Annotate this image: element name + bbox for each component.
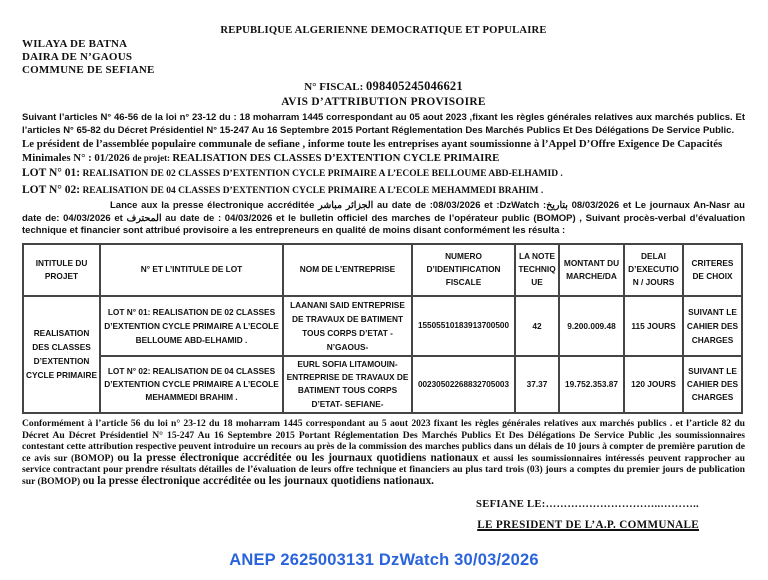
header-company: NOM DE L’ENTREPRISE <box>283 244 412 296</box>
delay-cell: 115 JOURS <box>624 296 683 356</box>
lot1-text: REALISATION DE 02 CLASSES D’EXTENTION CYCLE PRIMAIRE A L’ECOLE BELLOUME ABD-ELHAMID . <box>80 169 563 179</box>
publication-seg2: au date de :08/03/2026 et :DzWatch : <box>373 200 547 211</box>
attribution-table <box>22 243 743 414</box>
note-cell: 37.37 <box>515 356 559 413</box>
arabic-press-name-1: الجزائر مباشر <box>318 200 374 211</box>
closing-paragraph <box>22 418 745 488</box>
project-name: REALISATION DES CLASSES D’EXTENTION CYCLE PRIMAIRE <box>172 151 500 164</box>
legal-paragraph: Suivant l’articles N° 46-56 de la loi n° 23-12 du : 18 moharram 1445 correspondant au 05 aout 2023 ,fixant les règles générales relatives aux marchés publics. Et l’articles N° 65-82 du Décret Présidentiel N° 15-247 Au 16 Septembre 2015 Portant Réglementation Des Marchés Publics Et Des Délégations De Service Public. <box>22 112 745 136</box>
commune-line: COMMUNE DE SEFIANE <box>22 64 155 76</box>
table-header-row <box>23 244 742 296</box>
header-lot: N° ET L’INTITULE DE LOT <box>100 244 283 296</box>
criteria-cell: SUIVANT LE CAHIER DES CHARGES <box>683 296 742 356</box>
president-text: Le président de l’assemblée populaire communale de sefiane , informe toute les entreprises ayant soumissionne à l’Appel D’Offre Exigence De Capacités Minimales N° : 01/2026 <box>22 138 723 164</box>
footer-anep-line: ANEP 2625003131 DzWatch 30/03/2026 <box>229 551 539 569</box>
arabic-press-name-2: بتاريخ <box>546 200 568 211</box>
nif-cell: 00230502268832705003 <box>412 356 515 413</box>
publication-seg3: 08/03/2026 et Le journaux An-Nasr au date de: 04/03/2026 et <box>22 200 745 224</box>
header-criteria: CRITERES DE CHOIX <box>683 244 742 296</box>
table-row <box>23 356 742 413</box>
criteria-cell: SUIVANT LE CAHIER DES CHARGES <box>683 356 742 413</box>
publication-paragraph <box>22 200 745 238</box>
org-block <box>22 38 745 77</box>
table-row <box>23 296 742 356</box>
fiscal-number: 098405245046621 <box>366 79 463 93</box>
project-label: de projet: <box>132 152 173 163</box>
header-nif: NUMERO D’IDENTIFICATION FISCALE <box>412 244 515 296</box>
project-cell: REALISATION DES CLASSES D’EXTENTION CYCLE PRIMAIRE <box>23 296 100 413</box>
fiscal-label: N° FISCAL: <box>304 81 364 93</box>
lot1-label: LOT N° 01: <box>22 167 81 179</box>
amount-cell: 9.200.009.48 <box>559 296 624 356</box>
lot-cell: LOT N° 01: REALISATION DE 02 CLASSES D’EXTENTION CYCLE PRIMAIRE A L’ECOLE BELLOUME ABD-ELHAMID . <box>100 296 283 356</box>
fiscal-line <box>22 79 745 95</box>
lot2-label: LOT N° 02: <box>22 183 81 196</box>
notice-title: AVIS D’ATTRIBUTION PROVISOIRE <box>281 96 486 108</box>
amount-cell: 19.752.353.87 <box>559 356 624 413</box>
signature-president-line: LE PRESIDENT DE L’A.P. COMMUNALE <box>477 518 699 531</box>
wilaya-line: WILAYA DE BATNA <box>22 38 128 50</box>
lot1-line <box>22 165 745 182</box>
nif-cell: 15505510183913700500 <box>412 296 515 356</box>
company-cell: EURL SOFIA LITAMOUIN- ENTREPRISE DE TRAVAUX DE BATIMENT TOUS CORPS D’ETAT- SEFIANE- <box>283 356 412 413</box>
publication-seg4: au date de : 04/03/2026 et le bulletin officiel des marches de l’opérateur public (BOMOP) , Suivant procès-verbal d’évaluation technique et financier sont attribué provisoire a les entrepreneurs en qualité de moins disant conformément les résulta : <box>22 212 745 236</box>
closing-seg3: et aussi les soumissionnaires intéressés peuvent rapprocher au service contractant pour prendre résultats détailles de l’évaluation de leurs offre technique et financiers au plus tard trois (03) jours a comptes du premier jours de publication sur (BOMOP) <box>22 452 745 487</box>
closing-press-emphasis-2: ou la presse électronique accréditée ou les journaux quotidiens nationaux. <box>82 474 434 487</box>
company-cell: LAANANI SAID ENTREPRISE DE TRAVAUX DE BATIMENT TOUS CORPS D’ETAT -N’GAOUS- <box>283 296 412 356</box>
president-paragraph <box>22 138 745 165</box>
publication-seg1: Lance aux la presse électronique accréditée <box>110 200 319 211</box>
header-amount: MONTANT DU MARCHE/DA <box>559 244 624 296</box>
header-project: INTITULE DU PROJET <box>23 244 100 296</box>
lot-cell: LOT N° 02: REALISATION DE 04 CLASSES D’EXTENTION CYCLE PRIMAIRE A L’ECOLE MEHAMMEDI BRAHIM . <box>100 356 283 413</box>
lot2-text: REALISATION DE 04 CLASSES D’EXTENTION CYCLE PRIMAIRE A L’ECOLE MEHAMMEDI BRAHIM . <box>80 185 544 196</box>
lot2-line <box>22 182 745 199</box>
delay-cell: 120 JOURS <box>624 356 683 413</box>
closing-seg1: Conformément à l’article 56 du loi n° 23-12 du 18 moharram 1445 correspondant au 5 aout 2023 fixant les règles générales relatives aux marchés publics . et l’article 82 du Décret Au Décret Présidentiel N° 15-247 Au 16 Septembre 2015 Portant Réglementation Des Marchés Publics Et Des Délégations De Service Public ,les soumissionnaires contestant cette attribution respective peuvent introduire un recours au près de la commission des marches publics dans un délais de 10 jours à compter de première parution de ce avis sur (BOMOP) <box>22 417 745 464</box>
signature-place-line: SEFIANE LE:…………………………..……….. <box>476 498 699 510</box>
republic-title: REPUBLIQUE ALGERIENNE DEMOCRATIQUE ET POPULAIRE <box>220 25 547 36</box>
signature-block <box>22 499 745 531</box>
daira-line: DAIRA DE N’GAOUS <box>22 51 133 63</box>
header-delay: DELAI D’EXECUTION / JOURS <box>624 244 683 296</box>
closing-press-emphasis-1: ou la presse électronique accréditée ou les journaux quotidiens nationaux <box>117 451 479 464</box>
arabic-press-name-3: المحترف <box>126 212 162 224</box>
header-note: LA NOTE TECHNIQUE <box>515 244 559 296</box>
note-cell: 42 <box>515 296 559 356</box>
